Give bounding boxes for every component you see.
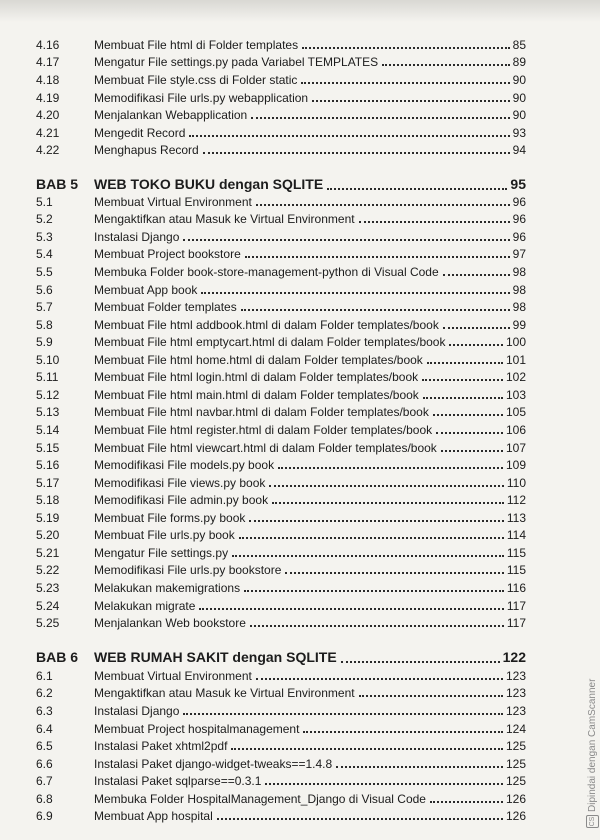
dot-leader [244, 590, 504, 592]
section-number: 5.3 [36, 230, 53, 244]
toc-entry-row [36, 51, 526, 69]
section-title: Membuat File forms.py book [94, 511, 246, 525]
section-title: Membuat App book [94, 283, 198, 297]
section-number: 5.14 [36, 423, 60, 437]
section-title: Menghapus Record [94, 143, 199, 157]
page-number: 95 [510, 176, 526, 192]
section-title: Mengaktifkan atau Masuk ke Virtual Environment [94, 686, 355, 700]
page-number: 96 [512, 230, 526, 244]
camscanner-logo-icon: CS [586, 815, 599, 828]
section-title: Mengatur File settings.py pada Variabel TEMPLATES [94, 55, 379, 69]
toc-entry-row [36, 34, 526, 52]
section-number: 5.11 [36, 370, 59, 384]
section-title: Membuat File html emptycart.html di dalam Folder templates/book [94, 335, 446, 349]
section-number: 4.20 [36, 108, 60, 122]
section-number: 5.12 [36, 388, 60, 402]
toc-chapter-row [36, 644, 526, 666]
dot-leader [217, 818, 503, 820]
toc-entry-row [36, 700, 526, 718]
section-number: 5.22 [36, 563, 60, 577]
dot-leader [250, 625, 504, 627]
section-title: Memodifikasi File urls.py webapplication [94, 91, 309, 105]
page-number: 112 [506, 493, 526, 507]
section-number: 5.20 [36, 528, 60, 542]
dot-leader [265, 783, 503, 785]
toc-entry-row [36, 296, 526, 314]
dot-leader [249, 520, 503, 522]
toc-entry-row [36, 612, 526, 630]
toc-entry-row [36, 104, 526, 122]
toc-entry-row [36, 665, 526, 683]
dot-leader [336, 766, 503, 768]
toc-entry-row [36, 69, 526, 87]
section-number: 6.9 [36, 809, 53, 823]
section-number: 4.18 [36, 73, 60, 87]
page-number: 100 [505, 335, 526, 349]
page-number: 85 [512, 38, 526, 52]
page-number: 96 [512, 212, 526, 226]
page-number: 113 [506, 511, 526, 525]
dot-leader [327, 188, 507, 190]
dot-leader [436, 432, 503, 434]
dot-leader [359, 695, 503, 697]
section-title: Instalasi Paket django-widget-tweaks==1.4.8 [94, 757, 333, 771]
section-number: 5.16 [36, 458, 60, 472]
section-title: Membuat Folder templates [94, 300, 237, 314]
section-title: Mengaktifkan atau Masuk ke Virtual Environment [94, 212, 355, 226]
section-title: Membuat File urls.py book [94, 528, 235, 542]
section-title: Memodifikasi File admin.py book [94, 493, 269, 507]
section-title: Mengedit Record [94, 126, 186, 140]
dot-leader [433, 414, 503, 416]
dot-leader [245, 256, 510, 258]
dot-leader [278, 467, 503, 469]
section-title: Instalasi Django [94, 230, 180, 244]
page-number: 107 [505, 441, 526, 455]
page-number: 117 [506, 616, 526, 630]
section-title: Membuat File html main.html di dalam Folder templates/book [94, 388, 419, 402]
page-number: 101 [505, 353, 526, 367]
dot-leader [427, 362, 503, 364]
watermark-text-wrap [586, 679, 599, 828]
chapter-number: BAB 6 [36, 649, 79, 665]
section-number: 5.9 [36, 335, 53, 349]
toc-entry-row [36, 226, 526, 244]
dot-leader [189, 135, 509, 137]
section-title: Membuka Folder book-store-management-python di Visual Code [94, 265, 439, 279]
chapter-title: WEB RUMAH SAKIT dengan SQLITE [94, 649, 337, 665]
section-number: 6.2 [36, 686, 53, 700]
toc-entry-row [36, 384, 526, 402]
section-number: 5.18 [36, 493, 60, 507]
page-number: 94 [512, 143, 526, 157]
section-number: 5.6 [36, 283, 53, 297]
toc-entry-row [36, 191, 526, 209]
dot-leader [382, 64, 510, 66]
dot-leader [272, 502, 504, 504]
toc-entry-row [36, 454, 526, 472]
page-number: 117 [506, 599, 526, 613]
section-number: 6.4 [36, 722, 53, 736]
section-title: Membuat File html viewcart.html di dalam Folder templates/book [94, 441, 437, 455]
section-number: 5.15 [36, 441, 60, 455]
section-title: Membuka Folder HospitalManagement_Django di Visual Code [94, 792, 426, 806]
toc-entry-row [36, 770, 526, 788]
section-number: 6.6 [36, 757, 53, 771]
dot-leader [341, 661, 500, 663]
dot-leader [241, 309, 510, 311]
section-number: 5.21 [36, 546, 60, 560]
section-title: Instalasi Paket xhtml2pdf [94, 739, 228, 753]
section-number: 6.1 [36, 669, 53, 683]
page-number: 98 [512, 300, 526, 314]
watermark-label: Dipindai dengan CamScanner [587, 678, 599, 812]
page-number: 102 [505, 370, 526, 384]
section-title: Membuat Project hospitalmanagement [94, 722, 300, 736]
page-number: 114 [506, 528, 526, 542]
toc-entry-row [36, 122, 526, 140]
section-title: Instalasi Django [94, 704, 180, 718]
dot-leader [303, 731, 503, 733]
section-number: 5.7 [36, 300, 53, 314]
page-number: 90 [512, 108, 526, 122]
page-number: 89 [512, 55, 526, 69]
dot-leader [443, 274, 510, 276]
toc-entry-row [36, 524, 526, 542]
toc-entry-row [36, 243, 526, 261]
page-number: 125 [505, 774, 526, 788]
page-number: 97 [512, 247, 526, 261]
section-number: 5.5 [36, 265, 53, 279]
section-title: Membuat App hospital [94, 809, 213, 823]
dot-leader [302, 47, 510, 49]
section-number: 5.17 [36, 476, 60, 490]
section-title: Membuat File html home.html di dalam Folder templates/book [94, 353, 423, 367]
section-title: Memodifikasi File views.py book [94, 476, 266, 490]
toc-entry-row [36, 366, 526, 384]
section-title: Instalasi Paket sqlparse==0.3.1 [94, 774, 262, 788]
section-title: Membuat File style.css di Folder static [94, 73, 298, 87]
section-title: Membuat File html addbook.html di dalam Folder templates/book [94, 318, 439, 332]
dot-leader [312, 100, 510, 102]
page-number: 123 [505, 686, 526, 700]
dot-leader [256, 678, 503, 680]
toc-entry-row [36, 788, 526, 806]
toc-entry-row [36, 507, 526, 525]
dot-leader [423, 397, 503, 399]
section-title: Membuat Project bookstore [94, 247, 241, 261]
toc-entry-row [36, 718, 526, 736]
toc-entry-row [36, 279, 526, 297]
section-number: 4.19 [36, 91, 60, 105]
section-number: 4.22 [36, 143, 60, 157]
toc-entry-row [36, 349, 526, 367]
chapter-number: BAB 5 [36, 176, 79, 192]
dot-leader [359, 221, 510, 223]
section-title: Melakukan migrate [94, 599, 196, 613]
section-title: Membuat Virtual Environment [94, 195, 252, 209]
section-title: Mengatur File settings.py [94, 546, 229, 560]
page-number: 110 [506, 476, 526, 490]
page-number: 93 [512, 126, 526, 140]
scan-edge-shadow [0, 0, 600, 22]
toc-entry-row [36, 735, 526, 753]
section-number: 5.2 [36, 212, 53, 226]
section-title: Membuat Virtual Environment [94, 669, 252, 683]
section-number: 5.24 [36, 599, 60, 613]
page-number: 115 [506, 563, 526, 577]
section-title: Melakukan makemigrations [94, 581, 241, 595]
dot-leader [443, 327, 510, 329]
dot-leader [231, 748, 503, 750]
section-title: Membuat File html login.html di dalam Folder templates/book [94, 370, 419, 384]
page-number: 109 [505, 458, 526, 472]
section-number: 5.8 [36, 318, 53, 332]
dot-leader [441, 450, 503, 452]
toc-chapter-row [36, 171, 526, 193]
page-number: 99 [512, 318, 526, 332]
page-number: 116 [506, 581, 526, 595]
dot-leader [232, 555, 504, 557]
page-number: 115 [506, 546, 526, 560]
section-number: 5.13 [36, 405, 60, 419]
dot-leader [199, 608, 503, 610]
toc-entry-row [36, 139, 526, 157]
page-number: 123 [505, 669, 526, 683]
toc-entry-row [36, 595, 526, 613]
toc-entry-row [36, 559, 526, 577]
page-number: 126 [505, 792, 526, 806]
dot-leader [239, 537, 504, 539]
section-title: Membuat File html navbar.html di dalam Folder templates/book [94, 405, 429, 419]
toc-entry-row [36, 489, 526, 507]
dot-leader [301, 82, 509, 84]
toc-entry-row [36, 472, 526, 490]
section-title: Membuat File html di Folder templates [94, 38, 299, 52]
section-title: Menjalankan Webapplication [94, 108, 248, 122]
page-number: 98 [512, 265, 526, 279]
section-number: 6.5 [36, 739, 53, 753]
page-number: 96 [512, 195, 526, 209]
section-title: Menjalankan Web bookstore [94, 616, 246, 630]
section-number: 5.23 [36, 581, 60, 595]
toc-entry-row [36, 805, 526, 823]
toc-entry-row [36, 87, 526, 105]
dot-leader [251, 117, 509, 119]
camscanner-watermark [575, 628, 597, 840]
toc-entry-row [36, 577, 526, 595]
section-number: 6.8 [36, 792, 53, 806]
page-number: 123 [505, 704, 526, 718]
dot-leader [269, 485, 503, 487]
page-number: 125 [505, 739, 526, 753]
chapter-title: WEB TOKO BUKU dengan SQLITE [94, 176, 324, 192]
toc-entry-row [36, 314, 526, 332]
dot-leader [449, 344, 503, 346]
toc-entry-row [36, 401, 526, 419]
dot-leader [203, 152, 510, 154]
section-number: 4.16 [36, 38, 60, 52]
dot-leader [183, 713, 503, 715]
section-number: 6.3 [36, 704, 53, 718]
page-number: 98 [512, 283, 526, 297]
section-number: 5.25 [36, 616, 60, 630]
page-number: 90 [512, 73, 526, 87]
toc-entry-row [36, 331, 526, 349]
section-number: 6.7 [36, 774, 53, 788]
toc-entry-row [36, 753, 526, 771]
section-title: Membuat File html register.html di dalam Folder templates/book [94, 423, 433, 437]
section-number: 5.19 [36, 511, 60, 525]
toc-entry-row [36, 542, 526, 560]
dot-leader [183, 239, 509, 241]
page-number: 126 [505, 809, 526, 823]
page-number: 106 [505, 423, 526, 437]
page-number: 103 [505, 388, 526, 402]
section-title: Memodifikasi File models.py book [94, 458, 275, 472]
toc-entry-row [36, 437, 526, 455]
page-number: 90 [512, 91, 526, 105]
section-number: 5.4 [36, 247, 53, 261]
dot-leader [256, 204, 510, 206]
section-number: 4.17 [36, 55, 60, 69]
section-number: 5.10 [36, 353, 60, 367]
dot-leader [201, 292, 509, 294]
toc-entry-row [36, 419, 526, 437]
page-number: 122 [502, 649, 526, 665]
dot-leader [285, 572, 503, 574]
toc-entry-row [36, 682, 526, 700]
dot-leader [422, 379, 503, 381]
section-number: 4.21 [36, 126, 60, 140]
section-title: Memodifikasi File urls.py bookstore [94, 563, 282, 577]
page-number: 105 [505, 405, 526, 419]
section-number: 5.1 [36, 195, 53, 209]
dot-leader [430, 801, 503, 803]
page-number: 124 [505, 722, 526, 736]
toc-entry-row [36, 208, 526, 226]
toc-entry-row [36, 261, 526, 279]
page-number: 125 [505, 757, 526, 771]
